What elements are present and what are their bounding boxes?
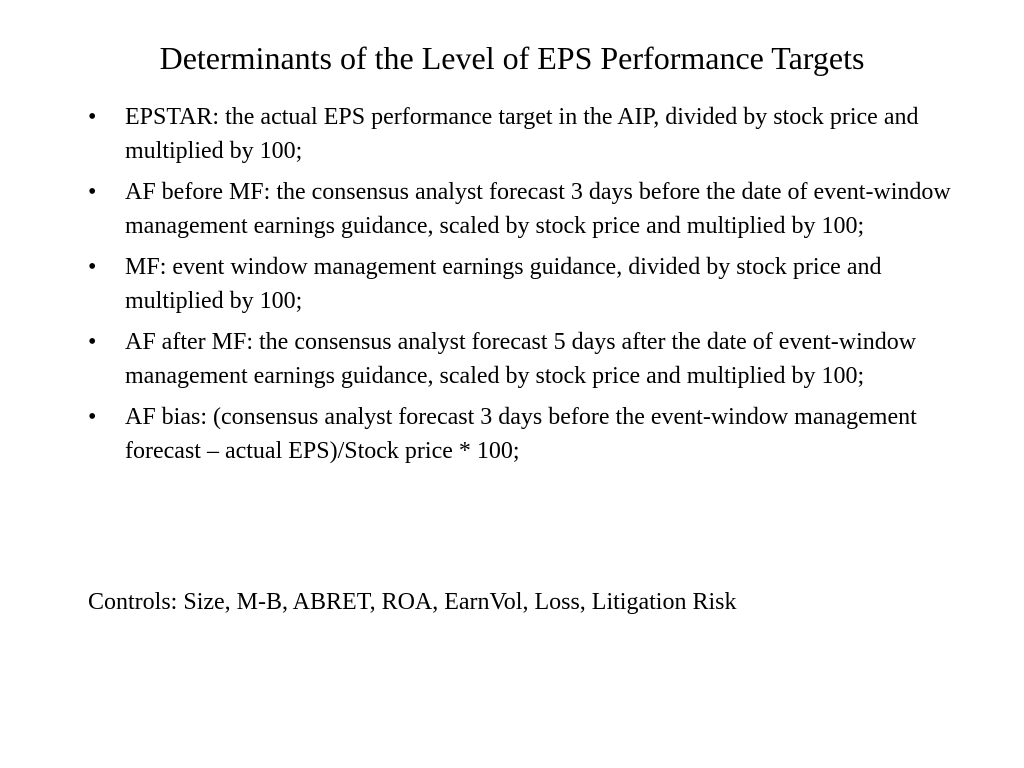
bullet-item <box>88 250 968 318</box>
controls-text: Controls: Size, M-B, ABRET, ROA, EarnVol, Loss, Litigation Risk <box>88 589 737 615</box>
bullet-marker: • <box>88 104 97 130</box>
bullet-item <box>88 400 968 468</box>
bullet-list <box>88 100 968 475</box>
slide-title: Determinants of the Level of EPS Performance Targets <box>159 40 865 76</box>
bullet-item <box>88 325 968 393</box>
bullet-marker: • <box>88 404 97 430</box>
bullet-marker: • <box>88 254 97 280</box>
bullet-text-af-bias: AF bias: (consensus analyst forecast 3 days before the event-window management forecast – actual EPS)/Stock price * 100; <box>125 404 917 464</box>
bullet-marker: • <box>88 179 97 205</box>
bullet-text-epstar: EPSTAR: the actual EPS performance target in the AIP, divided by stock price and multiplied by 100; <box>125 104 919 164</box>
bullet-item <box>88 175 968 243</box>
bullet-text-mf: MF: event window management earnings guidance, divided by stock price and multiplied by 100; <box>125 254 882 314</box>
bullet-marker: • <box>88 329 97 355</box>
bullet-text-af-before-mf: AF before MF: the consensus analyst forecast 3 days before the date of event-window management earnings guidance, scaled by stock price and multiplied by 100; <box>125 179 951 239</box>
bullet-item <box>88 100 968 168</box>
bullet-text-af-after-mf: AF after MF: the consensus analyst forecast 5 days after the date of event-window management earnings guidance, scaled by stock price and multiplied by 100; <box>125 329 917 389</box>
